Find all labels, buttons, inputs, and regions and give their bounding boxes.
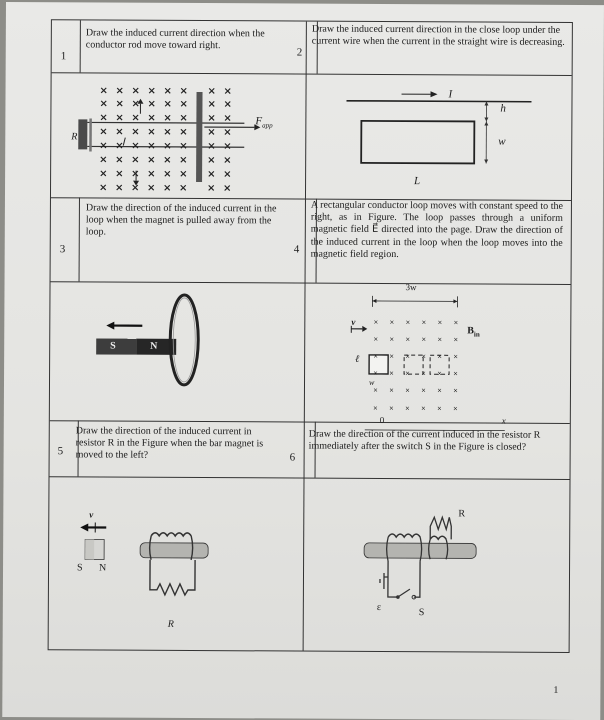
field-cross: × [147, 155, 155, 166]
field-cross: × [373, 405, 378, 412]
field-cross: × [421, 405, 426, 412]
field-cross: × [405, 353, 410, 360]
field-cross: × [405, 370, 410, 377]
field-cross: × [163, 127, 171, 138]
field-cross: × [223, 141, 231, 152]
field-cross: × [437, 319, 442, 326]
number-divider [80, 20, 81, 72]
loop-w-label: w [369, 378, 374, 387]
field-cross: × [99, 98, 107, 109]
figure-wire-and-loop [52, 20, 572, 23]
question-text: Draw the induced current direction in the close loop under the current wire when the current in the straight wire is decreasing. [312, 24, 568, 50]
field-cross: × [373, 353, 378, 360]
field-cross: × [131, 113, 139, 124]
question-text: A rectangular conductor loop moves with constant speed to the right, as in Figure. The loop passes through a uniform magnetic field E⃗ directed into the page. Draw the direction of the induced current in the loop when the loop moves into the magnetic field region. [311, 200, 563, 262]
field-cross: × [453, 336, 458, 343]
resistor-label: R [458, 508, 465, 519]
question-number: 3 [60, 243, 66, 255]
question-grid [48, 19, 573, 653]
field-cross: × [115, 155, 123, 166]
question-text: Draw the direction of the current induced in the resistor R immediately after the switch S in the Figure is closed? [309, 429, 565, 455]
field-cross: × [373, 336, 378, 343]
field-cross: × [179, 183, 187, 194]
field-cross: × [207, 155, 215, 166]
field-cross: × [421, 319, 426, 326]
field-cross: × [163, 113, 171, 124]
field-cross: × [373, 387, 378, 394]
field-cross: × [453, 353, 458, 360]
field-cross: × [131, 169, 139, 180]
field-cross: × [180, 86, 188, 97]
question-text: Draw the direction of the induced current in resistor R in the Figure when the bar magnet is moved to the left? [76, 425, 280, 463]
field-cross: × [131, 183, 139, 194]
field-cross: × [99, 112, 107, 123]
field-cross: × [115, 141, 123, 152]
origin-label: 0 [380, 415, 385, 425]
field-cross: × [99, 182, 107, 193]
field-cross: × [389, 370, 394, 377]
field-cross: × [453, 319, 458, 326]
field-cross: × [437, 387, 442, 394]
field-cross: × [223, 113, 231, 124]
field-cross: × [373, 370, 378, 377]
field-cross: × [224, 86, 232, 97]
field-cross: × [163, 141, 171, 152]
field-cross: × [115, 99, 123, 110]
velocity-label: v [351, 317, 355, 327]
magnet-n-label: N [150, 341, 157, 352]
field-cross: × [99, 140, 107, 151]
field-cross: × [207, 113, 215, 124]
field-cross: × [207, 141, 215, 152]
field-cross: × [132, 86, 140, 97]
field-cross: × [373, 319, 378, 326]
field-cross: × [207, 169, 215, 180]
field-cross: × [179, 169, 187, 180]
field-cross: × [131, 155, 139, 166]
field-cross: × [405, 387, 410, 394]
field-cross: × [405, 319, 410, 326]
resistor-label: R [71, 131, 77, 142]
field-cross: × [179, 113, 187, 124]
l-label: L [414, 175, 420, 187]
field-cross: × [389, 353, 394, 360]
worksheet-page [2, 2, 604, 720]
question-number: 1 [61, 50, 67, 62]
field-cross: × [437, 405, 442, 412]
field-cross: × [223, 99, 231, 110]
number-divider [79, 197, 80, 281]
field-cross: × [179, 141, 187, 152]
field-cross: × [437, 353, 442, 360]
field-cross: × [389, 336, 394, 343]
velocity-label: v [89, 509, 93, 519]
field-cross: × [99, 154, 107, 165]
field-cross: × [421, 370, 426, 377]
w-label: w [498, 136, 505, 148]
field-cross: × [147, 141, 155, 152]
field-cross: × [207, 183, 215, 194]
field-cross: × [223, 183, 231, 194]
field-cross: × [405, 336, 410, 343]
magnet-s-label: S [110, 341, 116, 352]
field-cross: × [99, 168, 107, 179]
switch-label: S [419, 607, 425, 618]
field-cross: × [131, 99, 139, 110]
field-cross: × [421, 387, 426, 394]
field-cross: × [437, 336, 442, 343]
field-cross: × [163, 183, 171, 194]
field-cross: × [100, 85, 108, 96]
force-label: $F_{app}$ [255, 115, 272, 129]
emf-label: ε [377, 602, 381, 613]
field-cross: × [147, 183, 155, 194]
field-cross: × [179, 127, 187, 138]
field-cross: × [115, 127, 123, 138]
page-number: 1 [553, 685, 558, 696]
field-cross: × [163, 169, 171, 180]
field-cross: × [163, 155, 171, 166]
ell-label: ℓ [355, 354, 359, 365]
field-cross: × [115, 183, 123, 194]
magnet-s-label: S [77, 562, 83, 573]
question-number: 5 [58, 445, 64, 457]
field-cross: × [207, 127, 215, 138]
field-cross: × [116, 86, 124, 97]
field-cross: × [208, 86, 216, 97]
field-cross: × [223, 155, 231, 166]
question-text: Draw the induced current direction when the conductor rod move toward right. [86, 27, 298, 53]
field-cross: × [389, 387, 394, 394]
question-number: 4 [294, 244, 300, 256]
field-cross: × [147, 169, 155, 180]
field-cross: × [453, 405, 458, 412]
field-cross: × [223, 127, 231, 138]
field-cross: × [207, 99, 215, 110]
field-cross: × [164, 86, 172, 97]
question-number: 2 [297, 47, 303, 59]
question-number: 6 [290, 451, 296, 463]
field-cross: × [179, 99, 187, 110]
figure-coils-switch [52, 20, 572, 23]
resistor-label: R [168, 619, 174, 630]
field-cross: × [453, 370, 458, 377]
field-cross: × [421, 353, 426, 360]
figure-magnet-ring [52, 20, 572, 23]
field-cross: × [115, 169, 123, 180]
figure-loop-into-field [52, 20, 572, 23]
field-cross: × [148, 86, 156, 97]
field-cross: × [147, 99, 155, 110]
field-cross: × [453, 387, 458, 394]
field-cross: × [131, 127, 139, 138]
field-cross: × [147, 127, 155, 138]
field-cross: × [405, 405, 410, 412]
field-cross: × [163, 99, 171, 110]
figure-magnet-coil-resistor [52, 20, 572, 23]
field-cross: × [115, 113, 123, 124]
h-label: h [500, 103, 506, 115]
question-text: Draw the direction of the induced current in the loop when the magnet is pulled away from the loop. [86, 202, 288, 240]
field-cross: × [131, 141, 139, 152]
field-label: $B_{in}$ [467, 325, 480, 338]
field-cross: × [421, 336, 426, 343]
field-cross: × [223, 169, 231, 180]
field-cross: × [99, 126, 107, 137]
field-cross: × [389, 405, 394, 412]
current-label: I [448, 88, 452, 100]
field-cross: × [179, 155, 187, 166]
magnet-n-label: N [99, 562, 106, 573]
width-label: 3w [405, 282, 416, 292]
x-axis-label: x [502, 416, 506, 426]
field-cross: × [437, 370, 442, 377]
field-cross: × [389, 319, 394, 326]
figure-rod-on-rails [52, 20, 572, 23]
field-cross: × [147, 113, 155, 124]
